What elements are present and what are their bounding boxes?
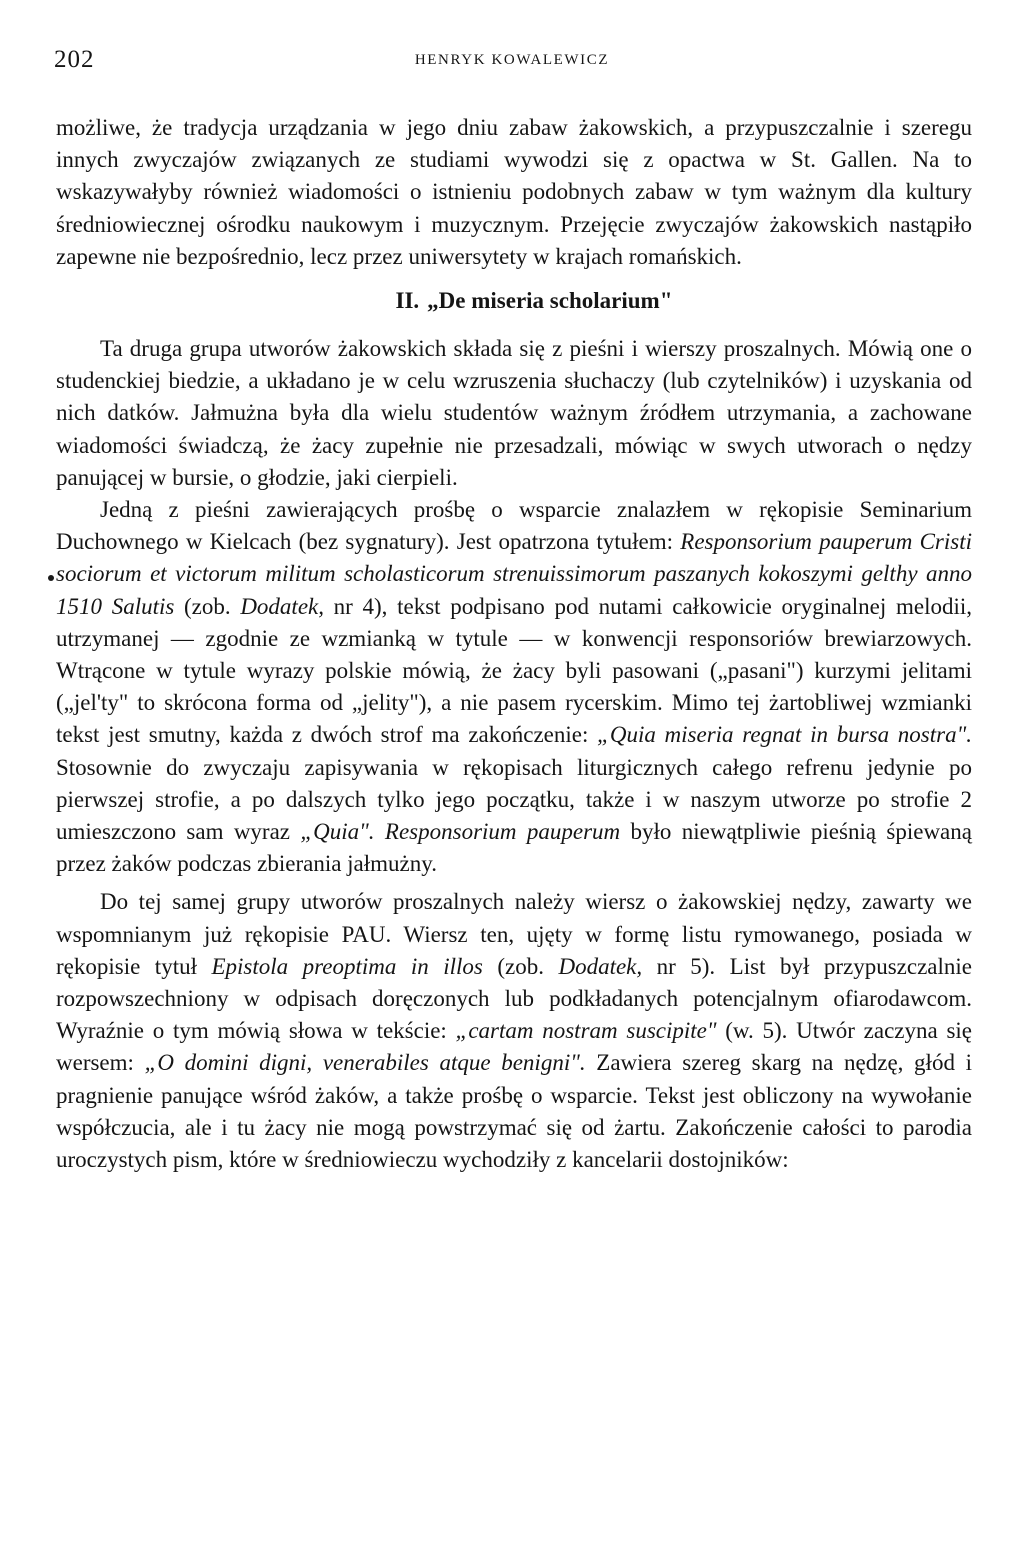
paragraph-4-italic-dodatek: Dodatek, bbox=[558, 953, 643, 979]
paragraph-4-text-3: nr 5). List był przypuszczalnie rozpowszechniony w odpisach doręczonych lub podkładanych potencjalnym ofiarodawcom. Wyraźnie o tym mówią słowa w tekście: bbox=[56, 953, 972, 1044]
paragraph-4 bbox=[56, 886, 972, 1176]
paragraph-4-italic-cartam: „cartam nostram suscipite" bbox=[455, 1018, 717, 1044]
paragraph-4-text-2: (zob. bbox=[482, 953, 559, 979]
paragraph-4-text-5: Zawiera szereg skarg na nędzę, głód i pragnienie panujące wśród żaków, a także prośbę o wsparcie. Tekst jest obliczony na wywołanie współczucia, ale i tu żacy nie mogą powstrzymać się od żartu. Zakończenie całości to parodia uroczystych pism, które w średniowieczu wychodziły z kancelarii dostojników: bbox=[56, 1050, 972, 1173]
section-heading bbox=[56, 285, 972, 317]
paragraph-3-italic-quia-miseria: „Quia miseria regnat in bursa nostra". bbox=[597, 722, 972, 748]
margin-dot-mark bbox=[48, 575, 54, 581]
paragraph-2: Ta druga grupa utworów żakowskich składa się z pieśni i wierszy proszalnych. Mówią one o studenckiej biedzie, a układano je w celu wzruszenia słuchaczy (lub czytelników) i uzyskania od nich datków. Jałmużna była dla wielu studentów ważnym źródłem utrzymania, a zachowane wiadomości świadczą, że żacy zupełnie nie przesadzali, mówiąc w swych utworach o nędzy panującej w bursie, o głodzie, jaki cierpieli. bbox=[56, 336, 972, 490]
paragraph-3-text-4: Stosownie do zwyczaju zapisywania w rękopisach liturgicznych całego refrenu jedynie po pierwszej strofie, a po dalszych tylko jego początku, także i w naszym utworze po strofie 2 umieszczono sam wyraz bbox=[56, 754, 972, 845]
paragraph-4-text-1: Do tej samej grupy utworów proszalnych należy wiersz o żakowskiej nędzy, zawarty we wspomnianym już rękopisie PAU. Wiersz ten, ujęty w formę listu rymowanego, posiada w rękopisie tytuł bbox=[56, 889, 972, 979]
paragraph-3-text-6: było niewątpliwie pieśnią śpiewaną przez żaków podczas zbierania jałmużny. bbox=[56, 819, 972, 877]
paragraph-3 bbox=[56, 494, 972, 880]
paragraph-continuation: możliwe, że tradycja urządzania w jego dniu zabaw żakowskich, a przypuszczalnie i szeregu innych zwyczajów związanych ze studiami wywodzi się z opactwa w St. Gallen. Na to wskazywałyby również wiadomości o istnieniu podobnych zabaw w tym ważnym dla kultury średniowiecznej ośrodku naukowym i muzycznym. Przejęcie zwyczajów żakowskich nastąpiło zapewne nie bezpośrednio, lecz przez uniwersytety w krajach romańskich. bbox=[56, 115, 972, 269]
paragraph-3-italic-quia: „Quia". bbox=[300, 819, 375, 845]
paragraph-4-text-4: (w. 5). Utwór zaczyna się wersem: bbox=[56, 1018, 973, 1076]
running-title: HENRYK KOWALEWICZ bbox=[414, 52, 610, 68]
paragraph-3-italic-title: Responsorium pauperum Cristi sociorum et victorum militum scholasticorum strenuissimorum paszanych kokoszymi gelthy anno 1510 Salutis bbox=[56, 529, 972, 619]
paragraph-4-italic-o-domini: „O domini digni, venerabiles atque benigni". bbox=[144, 1050, 586, 1076]
running-head bbox=[54, 46, 970, 76]
paragraph-3-italic-responsorium: Responsorium pauperum bbox=[384, 819, 621, 845]
paragraph-3-text-3: nr 4), tekst podpisano pod nutami całkowicie oryginalnej melodii, utrzymanej — zgodnie ze wzmianką w tytule — w konwencji responsoriów brewiarzowych. Wtrącone w tytule wyrazy polskie mówią, że żacy byli pasowani („pasani") kurzymi jelitami („jel'ty" to skrócona forma od „jelity"), a nie pasem rycerskim. Mimo tej żartobliwej wzmianki tekst jest smutny, każda z dwóch strof ma zakończenie: bbox=[56, 593, 972, 748]
page-number: 202 bbox=[54, 46, 95, 73]
paragraph-4-italic-epistola: Epistola preoptima in illos bbox=[211, 953, 483, 979]
paragraph-3-italic-dodatek: Dodatek, bbox=[240, 593, 324, 619]
paragraph-3-text-5 bbox=[375, 819, 385, 844]
paragraph-3-text-1: Jedną z pieśni zawierających prośbę o wsparcie znalazłem w rękopisie Seminarium Duchownego w Kielcach (bez sygnatury). Jest opatrzona tytułem: bbox=[56, 497, 972, 555]
section-title: „De miseria scholarium" bbox=[427, 288, 673, 314]
section-number: II. bbox=[395, 288, 420, 314]
paragraph-3-text-2: (zob. bbox=[174, 593, 241, 619]
body-text bbox=[56, 112, 972, 1176]
